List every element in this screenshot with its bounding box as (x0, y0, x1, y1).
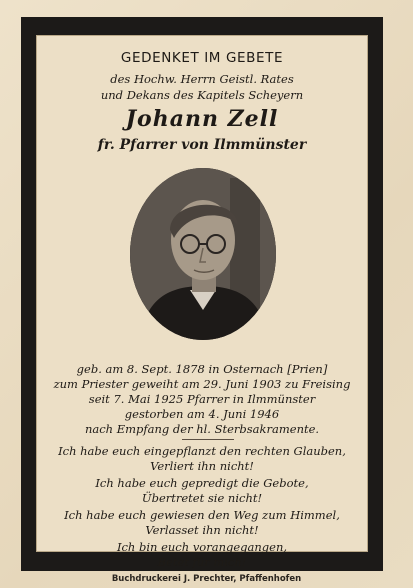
portrait-illustration (130, 168, 276, 340)
verse-line: Ich habe euch eingepflanzt den rechten Glauben, (58, 444, 346, 458)
bio-line: gestorben am 4. Juni 1946 (124, 407, 280, 421)
verse-line: Betet für mich! (157, 555, 247, 569)
verse-line: Verliert ihn nicht! (150, 459, 254, 473)
bio-line: geb. am 8. Sept. 1878 in Osternach [Prien] (76, 362, 328, 376)
printer-credit: Buchdruckerei J. Prechter, Pfaffenhofen (111, 574, 302, 584)
verse-line: Ich habe euch gewiesen den Weg zum Himmel, (64, 508, 340, 522)
bio-line: seit 7. Mai 1925 Pfarrer in Ilmmünster (88, 392, 316, 406)
bio-line: zum Priester geweiht am 29. Juni 1903 zu Freising (53, 377, 351, 391)
verse-line: Ich habe euch gepredigt die Gebote, (95, 476, 309, 490)
subtitle-line-1: des Hochw. Herrn Geistl. Rates (110, 72, 294, 86)
verse-line: Ich bin euch vorangegangen, (116, 540, 288, 554)
card-heading: GEDENKET IM GEBETE (120, 50, 284, 66)
bio-line: nach Empfang der hl. Sterbsakramente. (84, 422, 320, 436)
parish-title: fr. Pfarrer von Ilmmünster (97, 137, 307, 153)
verse-line: Verlasset ihn nicht! (145, 523, 259, 537)
portrait-photo (130, 168, 276, 340)
subtitle-line-2: und Dekans des Kapitels Scheyern (100, 88, 304, 102)
deceased-name: Johann Zell (125, 106, 279, 132)
verse-line: Übertretet sie nicht! (141, 491, 263, 505)
divider (182, 439, 234, 440)
